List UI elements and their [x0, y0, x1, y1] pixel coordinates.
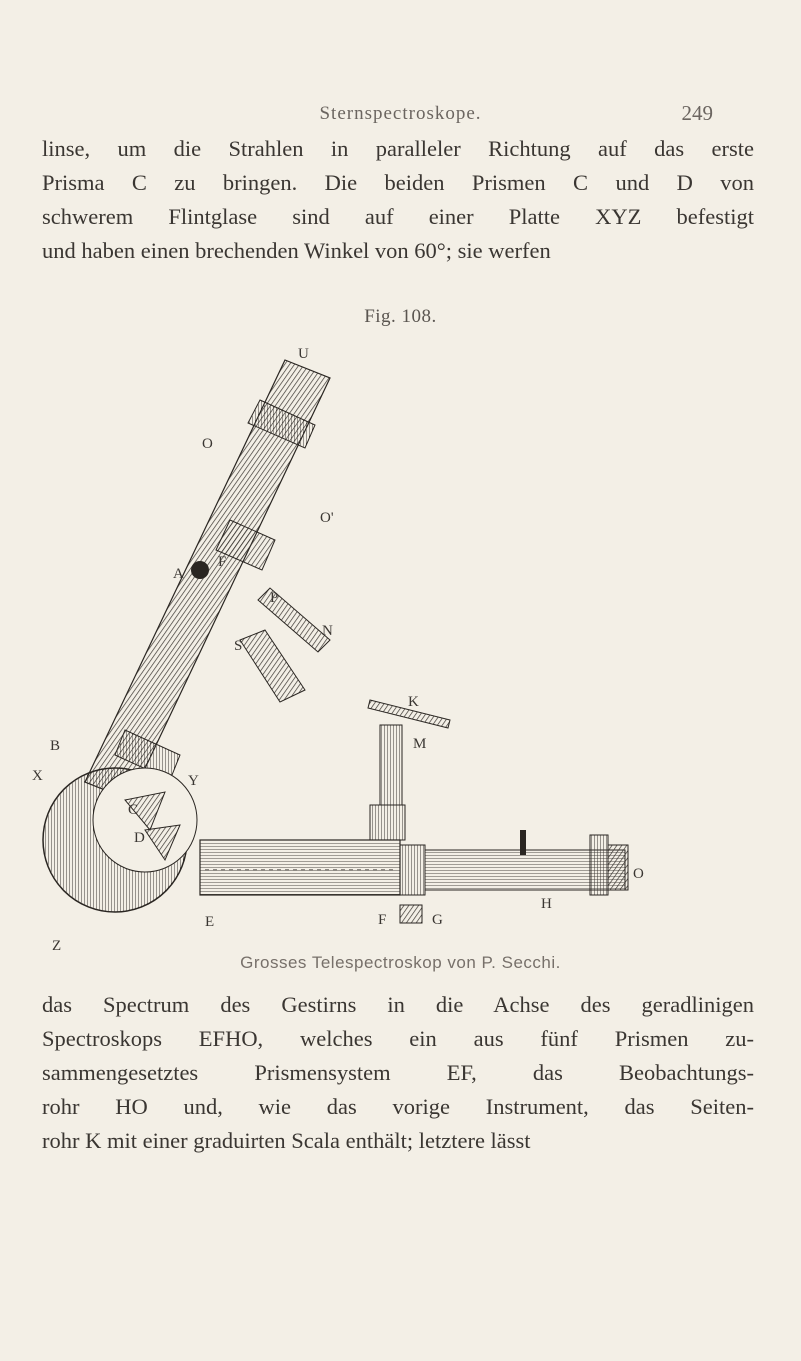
running-header: Sternspectroskope.	[319, 103, 482, 124]
label-U: U	[298, 346, 309, 362]
text-line: sammengesetztes Prismensystem EF, das Beobachtungs-	[42, 1060, 754, 1085]
figure-number: Fig. 108.	[364, 306, 437, 327]
figure-caption: Grosses Telespectroskop von P. Secchi.	[240, 953, 561, 972]
spectroscope-tube	[200, 830, 628, 923]
label-C: C	[128, 802, 139, 818]
label-P: P	[270, 590, 279, 606]
text-line: das Spectrum des Gestirns in die Achse des geradlinigen	[42, 992, 754, 1017]
text-line: Prisma C zu bringen. Die beiden Prismen C und D von	[42, 170, 754, 195]
label-K: K	[408, 694, 419, 710]
label-X: X	[32, 768, 43, 784]
label-S: S	[234, 638, 243, 654]
paragraph-top	[42, 132, 754, 268]
text-line: linse, um die Strahlen in paralleler Richtung auf das erste	[42, 136, 754, 161]
label-E: E	[205, 914, 215, 930]
text-line: Spectroskops EFHO, welches ein aus fünf Prismen zu-	[42, 1026, 754, 1051]
telespectroscope-figure	[30, 330, 670, 950]
text-line: schwerem Flintglase sind auf einer Platte XYZ befestigt	[42, 204, 754, 229]
label-O-prime: O'	[320, 510, 334, 526]
label-F: F	[218, 554, 227, 570]
label-F2: F	[378, 912, 387, 928]
label-N: N	[322, 623, 333, 639]
scale-tube	[368, 700, 450, 840]
label-O2: O	[633, 866, 644, 882]
main-tube	[85, 360, 330, 800]
text-line: und haben einen brechenden Winkel von 60°; sie werfen	[42, 238, 551, 263]
label-Z: Z	[52, 938, 62, 950]
paragraph-bottom	[42, 988, 754, 1158]
label-G: G	[432, 912, 443, 928]
prism-plate	[43, 768, 197, 912]
label-O: O	[202, 436, 213, 452]
label-H: H	[541, 896, 552, 912]
side-tube	[240, 588, 330, 702]
label-A: A	[173, 566, 184, 582]
label-Y: Y	[188, 773, 199, 789]
label-M: M	[413, 736, 427, 752]
label-D: D	[134, 830, 145, 846]
label-B: B	[50, 738, 61, 754]
page-number: 249	[681, 101, 713, 125]
text-line: rohr K mit einer graduirten Scala enthält; letztere lässt	[42, 1128, 531, 1153]
text-line: rohr HO und, wie das vorige Instrument, das Seiten-	[42, 1094, 754, 1119]
